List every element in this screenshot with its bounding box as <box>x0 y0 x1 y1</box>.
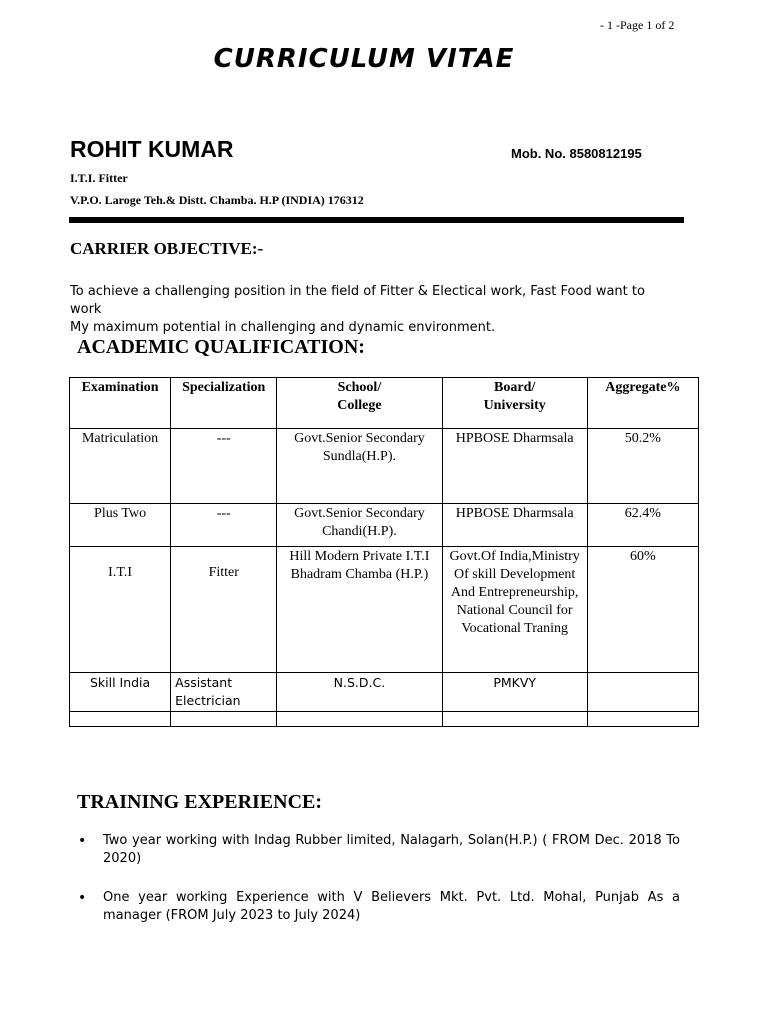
training-heading: TRAINING EXPERIENCE: <box>77 791 323 813</box>
header-divider <box>69 217 684 223</box>
table-row <box>70 429 699 504</box>
candidate-trade: I.T.I. Fitter <box>70 171 128 185</box>
cell-specialization: Fitter <box>171 547 277 673</box>
cell-aggregate: 62.4% <box>587 504 698 547</box>
cell-examination: I.T.I <box>70 547 171 673</box>
cell-board: PMKVY <box>442 673 587 712</box>
table-row <box>70 547 699 673</box>
academic-heading: ACADEMIC QUALIFICATION: <box>77 336 365 358</box>
cell-school: N.S.D.C. <box>277 673 442 712</box>
cell-school: Govt.Senior Secondary Chandi(H.P). <box>277 504 442 547</box>
document-title: CURRICULUM VITAE <box>213 44 515 74</box>
cell-board: HPBOSE Dharmsala <box>442 429 587 504</box>
list-item <box>70 832 680 868</box>
header-examination: Examination <box>70 378 171 429</box>
header-school: School/ College <box>277 378 442 429</box>
cell-school: Govt.Senior Secondary Sundla(H.P). <box>277 429 442 504</box>
cell-aggregate: 50.2% <box>587 429 698 504</box>
cell-aggregate <box>587 673 698 712</box>
table-row <box>70 673 699 712</box>
training-list <box>70 832 680 946</box>
list-item <box>70 889 680 925</box>
cell-board: HPBOSE Dharmsala <box>442 504 587 547</box>
training-item-text: Two year working with Indag Rubber limited, Nalagarh, Solan(H.P.) ( FROM Dec. 2018 To 2020) <box>103 833 680 866</box>
cell-aggregate: 60% <box>587 547 698 673</box>
candidate-address: V.P.O. Laroge Teh.& Distt. Chamba. H.P (INDIA) 176312 <box>70 193 364 207</box>
table-row-empty <box>70 712 699 727</box>
cell-examination: Skill India <box>70 673 171 712</box>
cell-specialization: --- <box>171 504 277 547</box>
header-board: Board/ University <box>442 378 587 429</box>
header-specialization: Specialization <box>171 378 277 429</box>
objective-heading: CARRIER OBJECTIVE:- <box>70 239 264 258</box>
objective-line-1: To achieve a challenging position in the field of Fitter & Electical work, Fast Food want to work <box>70 284 645 317</box>
objective-line-2: My maximum potential in challenging and dynamic environment. <box>70 320 496 335</box>
cell-specialization: --- <box>171 429 277 504</box>
cell-examination: Matriculation <box>70 429 171 504</box>
candidate-name: ROHIT KUMAR <box>70 136 234 162</box>
table-row <box>70 504 699 547</box>
cell-specialization: Assistant Electrician <box>171 673 277 712</box>
mobile-number: Mob. No. 8580812195 <box>511 146 642 161</box>
header-aggregate: Aggregate% <box>587 378 698 429</box>
page-indicator: - 1 -Page 1 of 2 <box>600 18 675 32</box>
training-item-text: One year working Experience with V Believers Mkt. Pvt. Ltd. Mohal, Punjab As a manager (FROM July 2023 to July 2024) <box>103 890 680 923</box>
bullet-icon: • <box>78 833 87 849</box>
cell-school: Hill Modern Private I.T.I Bhadram Chamba (H.P.) <box>277 547 442 673</box>
bullet-icon: • <box>78 890 87 906</box>
qualification-table <box>69 377 699 727</box>
table-header-row <box>70 378 699 429</box>
objective-text <box>70 283 670 337</box>
cell-examination: Plus Two <box>70 504 171 547</box>
cell-board: Govt.Of India,Ministry Of skill Development And Entrepreneurship, National Council for Vocational Traning <box>442 547 587 673</box>
